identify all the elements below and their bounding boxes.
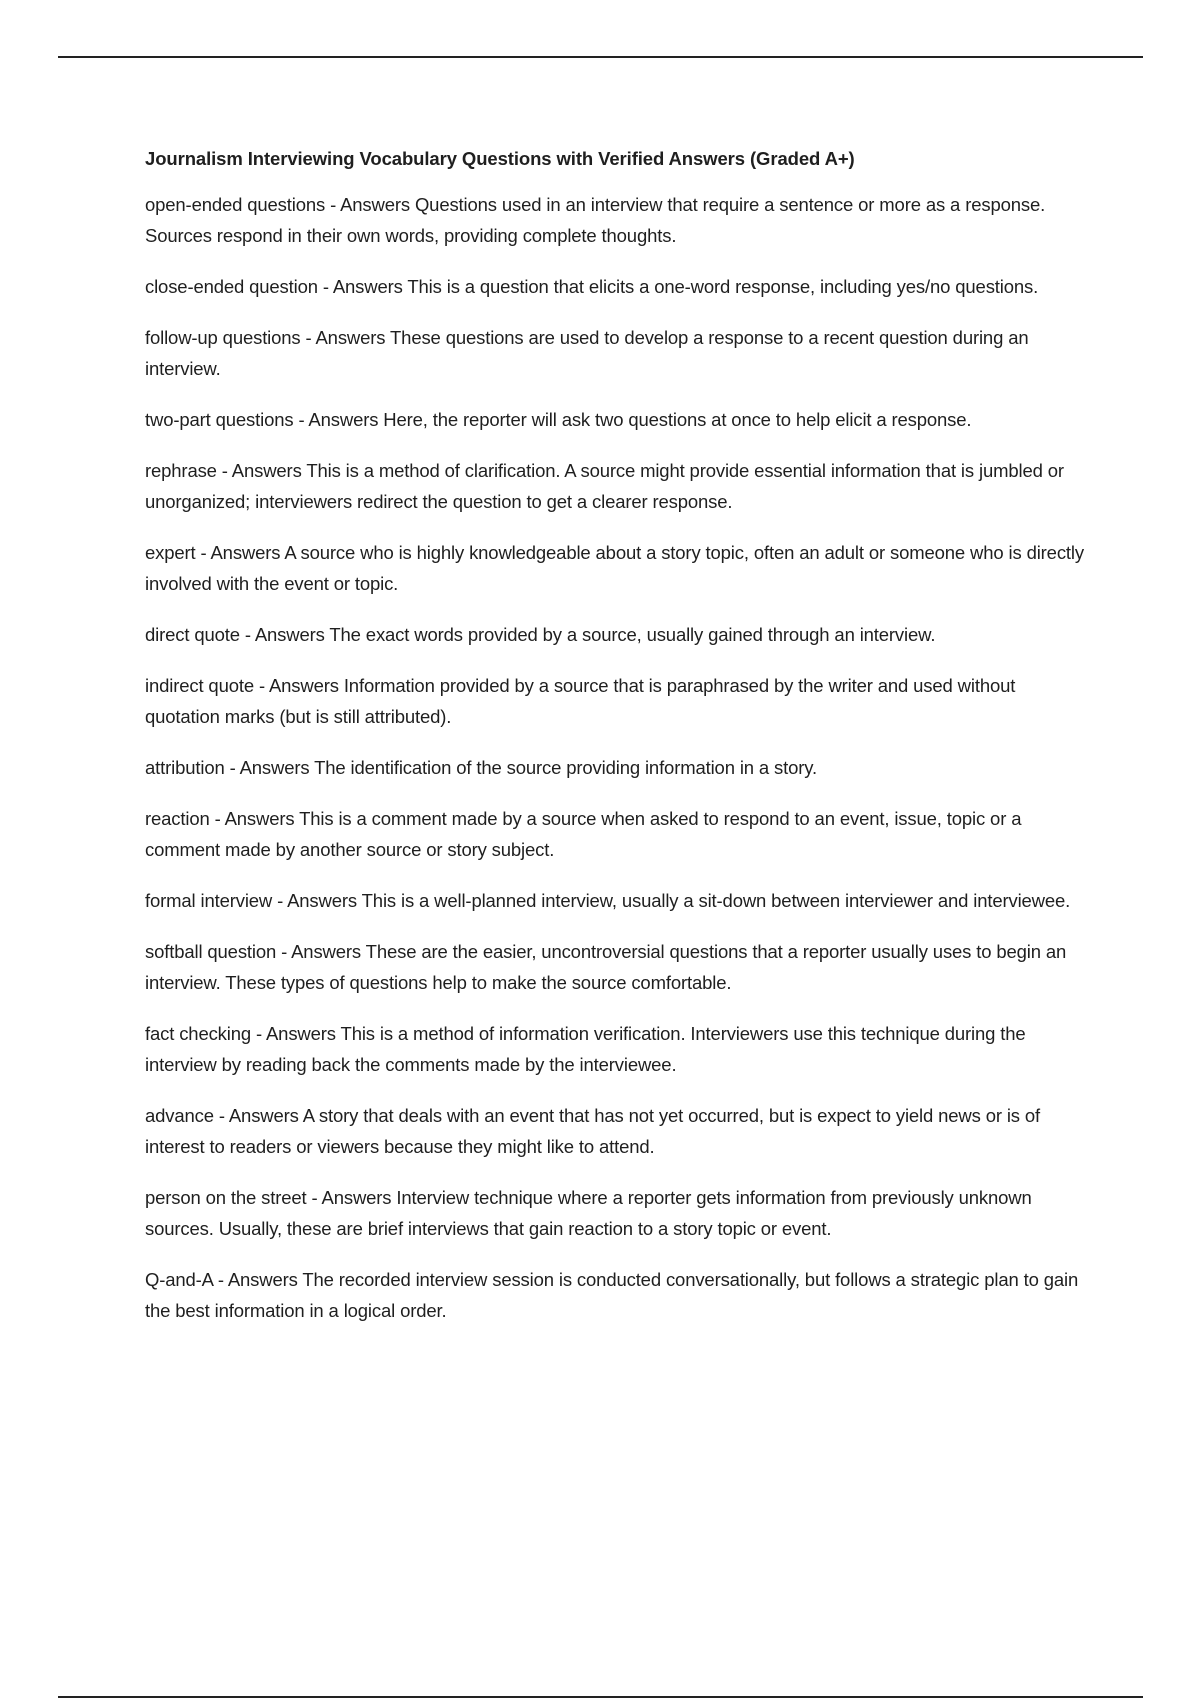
entry-attribution: attribution - Answers The identification of the source providing information in a story. xyxy=(145,757,817,778)
entry-follow-up-questions: follow-up questions - Answers These questions are used to develop a response to a recent question during an interview. xyxy=(145,327,1029,379)
entry-q-and-a: Q-and-A - Answers The recorded interview session is conducted conversationally, but follows a strategic plan to gain the best information in a logical order. xyxy=(145,1269,1079,1321)
entry-reaction: reaction - Answers This is a comment made by a source when asked to respond to an event, issue, topic or a comment made by another source or story subject. xyxy=(145,808,1022,860)
bottom-rule xyxy=(58,1696,1143,1698)
top-rule xyxy=(58,56,1143,58)
entry-expert: expert - Answers A source who is highly knowledgeable about a story topic, often an adult or someone who is directly involved with the event or topic. xyxy=(145,542,1084,594)
entry-person-on-the-street: person on the street - Answers Interview technique where a reporter gets information from previously unknown sources. Usually, these are brief interviews that gain reaction to a story topic or event. xyxy=(145,1187,1032,1239)
entry-indirect-quote: indirect quote - Answers Information provided by a source that is paraphrased by the writer and used without quotation marks (but is still attributed). xyxy=(145,675,1016,727)
entry-softball-question: softball question - Answers These are the easier, uncontroversial questions that a reporter usually uses to begin an interview. These types of questions help to make the source comfortable. xyxy=(145,941,1067,993)
entry-fact-checking: fact checking - Answers This is a method of information verification. Interviewers use this technique during the interview by reading back the comments made by the interviewee. xyxy=(145,1023,1026,1075)
entry-direct-quote: direct quote - Answers The exact words provided by a source, usually gained through an interview. xyxy=(145,624,936,645)
document-body xyxy=(145,145,1090,1346)
entry-two-part-questions: two-part questions - Answers Here, the reporter will ask two questions at once to help elicit a response. xyxy=(145,409,972,430)
entry-open-ended-questions: open-ended questions - Answers Questions used in an interview that require a sentence or more as a response. Sources respond in their own words, providing complete thoughts. xyxy=(145,194,1046,246)
entry-close-ended-question: close-ended question - Answers This is a question that elicits a one-word response, including yes/no questions. xyxy=(145,276,1039,297)
entry-rephrase: rephrase - Answers This is a method of clarification. A source might provide essential information that is jumbled or unorganized; interviewers redirect the question to get a clearer response. xyxy=(145,460,1064,512)
document-title: Journalism Interviewing Vocabulary Questions with Verified Answers (Graded A+) xyxy=(145,148,855,169)
entry-formal-interview: formal interview - Answers This is a well-planned interview, usually a sit-down between interviewer and interviewee. xyxy=(145,890,1071,911)
entry-advance: advance - Answers A story that deals with an event that has not yet occurred, but is expect to yield news or is of interest to readers or viewers because they might like to attend. xyxy=(145,1105,1041,1157)
